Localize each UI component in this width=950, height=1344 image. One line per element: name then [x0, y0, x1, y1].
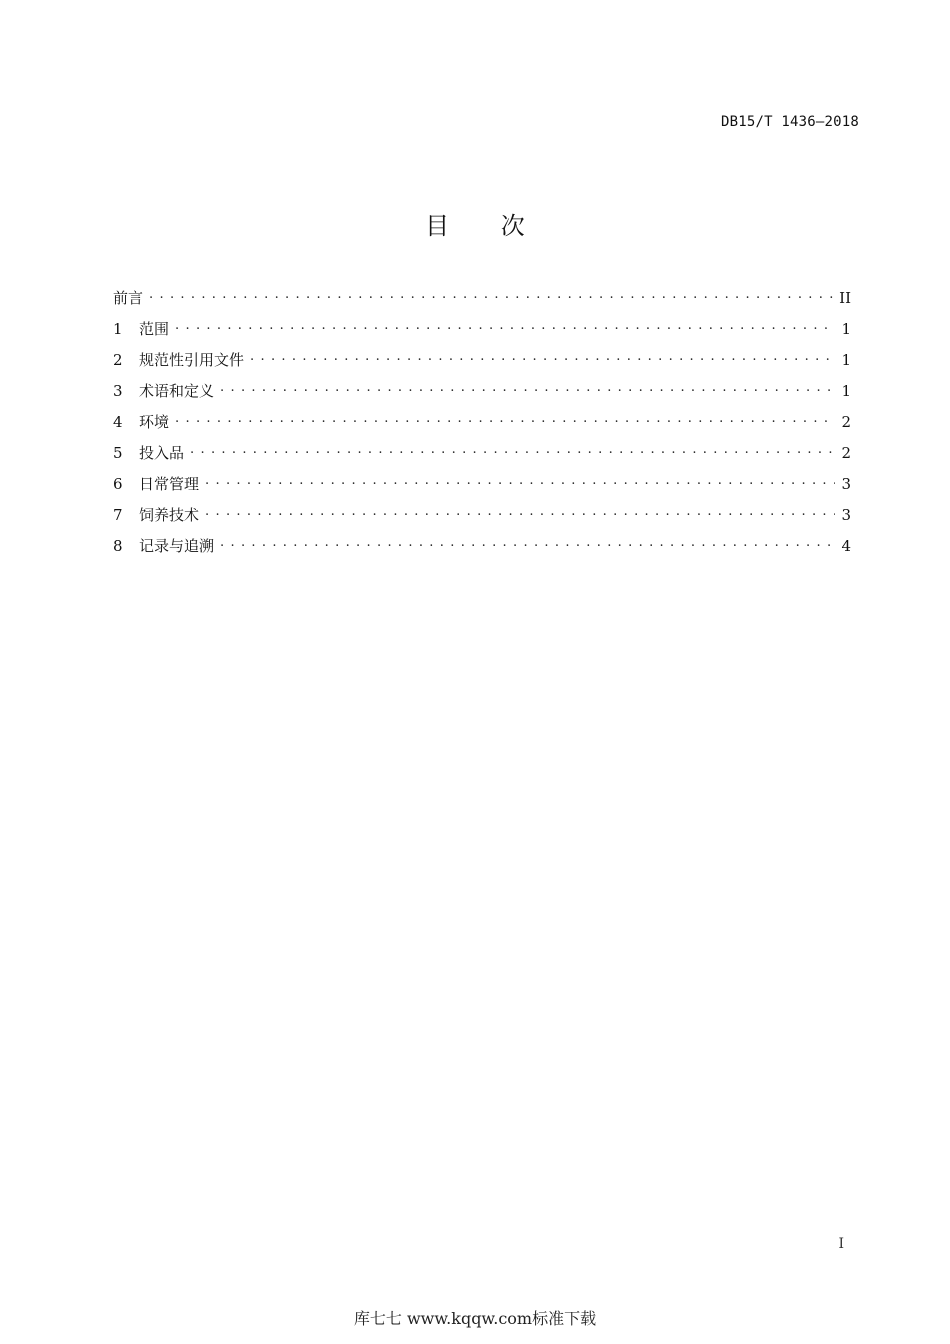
toc-entry-label: 范围 [139, 320, 170, 338]
toc-entry-label: 饲养技术 [139, 506, 200, 524]
toc-leader-dots [190, 442, 835, 458]
toc-entry-label: 规范性引用文件 [139, 351, 245, 369]
toc-entry-label: 日常管理 [139, 475, 200, 493]
toc-entry-environment[interactable] [113, 410, 851, 441]
toc-entry-page: 2 [841, 444, 851, 462]
toc-entry-page: II [839, 289, 851, 307]
toc-entry-number: 4 [113, 413, 123, 431]
toc-entry-number: 6 [113, 475, 123, 493]
toc-leader-dots [205, 473, 835, 489]
toc-leader-dots [149, 287, 833, 303]
toc-entry-scope[interactable] [113, 317, 851, 348]
toc-entry-inputs[interactable] [113, 441, 851, 472]
toc-entry-label: 环境 [139, 413, 170, 431]
toc-entry-number: 7 [113, 506, 123, 524]
toc-entry-normative-references[interactable] [113, 348, 851, 379]
toc-leader-dots [205, 504, 835, 520]
page-number: I [838, 1236, 844, 1252]
toc-leader-dots [220, 380, 835, 396]
toc-entry-number: 2 [113, 351, 123, 369]
toc-entry-number: 5 [113, 444, 123, 462]
toc-entry-label: 前言 [113, 289, 144, 307]
toc-entry-number: 8 [113, 537, 123, 555]
toc-entry-label: 记录与追溯 [139, 537, 215, 555]
toc-leader-dots [175, 318, 835, 334]
toc-entry-page: 1 [841, 351, 851, 369]
toc-entry-number: 3 [113, 382, 123, 400]
toc-entry-page: 1 [841, 382, 851, 400]
toc-leader-dots [250, 349, 835, 365]
toc-entry-page: 2 [841, 413, 851, 431]
toc-entry-page: 1 [841, 320, 851, 338]
footer-watermark-text: 库七七 www.kqqw.com标准下载 [353, 1309, 597, 1328]
toc-entry-terms-definitions[interactable] [113, 379, 851, 410]
toc-entry-page: 3 [841, 475, 851, 493]
toc-entry-number: 1 [113, 320, 123, 338]
toc-entry-records-traceability[interactable] [113, 534, 851, 565]
page-title: 目 次 [425, 212, 547, 240]
toc-entry-page: 3 [841, 506, 851, 524]
toc-entry-label: 术语和定义 [139, 382, 215, 400]
toc-entry-foreword[interactable] [113, 286, 851, 317]
document-code: DB15/T 1436—2018 [720, 114, 859, 130]
table-of-contents [113, 286, 851, 565]
toc-entry-feeding-technique[interactable] [113, 503, 851, 534]
toc-entry-daily-management[interactable] [113, 472, 851, 503]
toc-entry-label: 投入品 [139, 444, 185, 462]
toc-leader-dots [220, 535, 835, 551]
toc-leader-dots [175, 411, 835, 427]
toc-entry-page: 4 [841, 537, 851, 555]
